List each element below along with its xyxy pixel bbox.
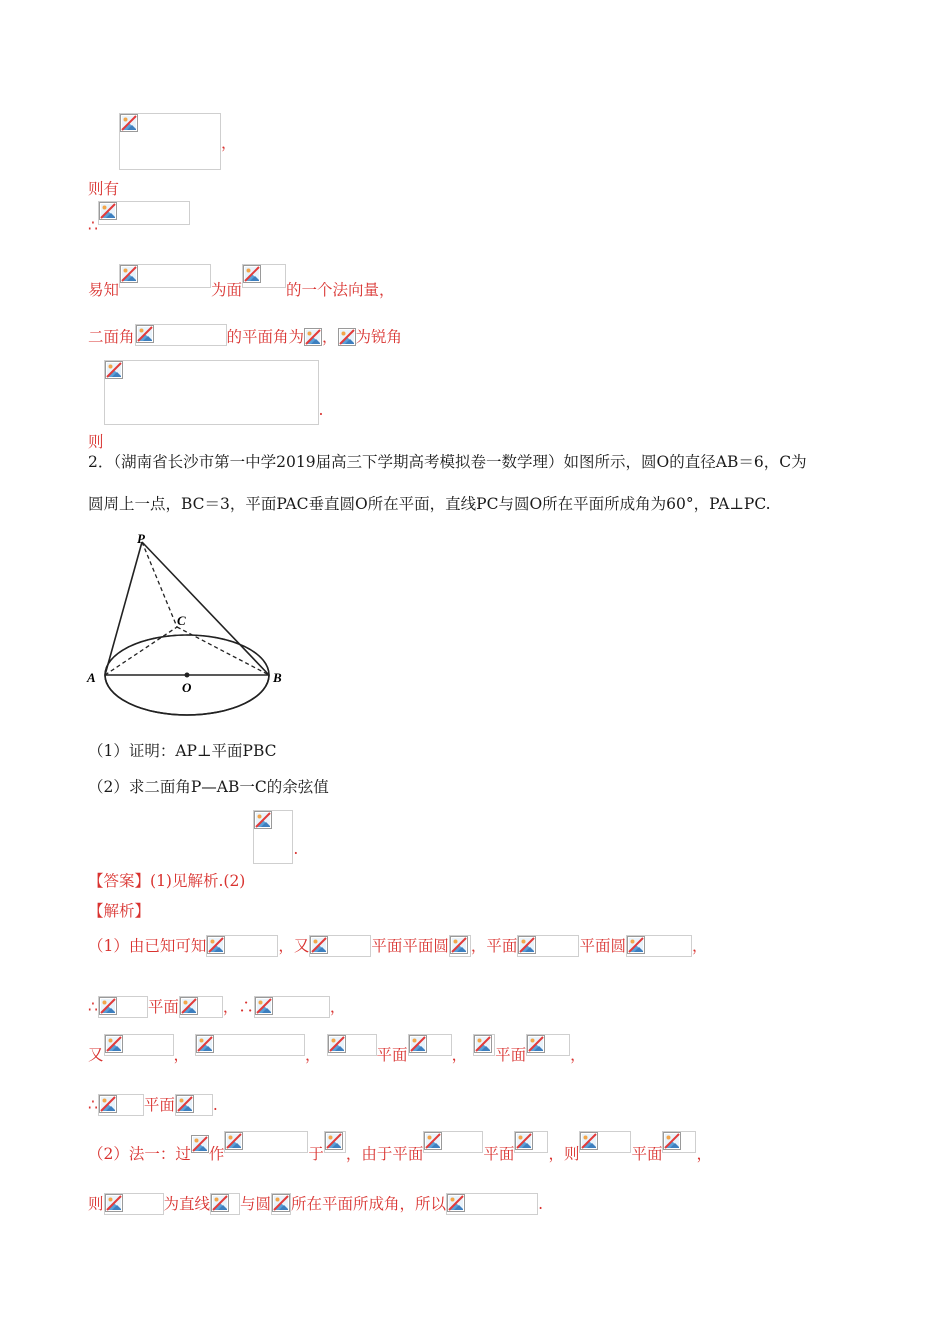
formula-image — [514, 1131, 548, 1153]
image-placeholder-icon — [663, 1132, 681, 1150]
text-period: . — [293, 840, 299, 858]
image-placeholder-icon — [120, 265, 138, 283]
formula-image — [206, 935, 278, 957]
image-placeholder-icon — [99, 202, 117, 220]
analysis-line-3 — [88, 1034, 586, 1064]
text: ∴ — [88, 1096, 98, 1114]
text: ，平面 — [470, 937, 518, 955]
formula-image — [517, 935, 579, 957]
image-placeholder-icon — [450, 936, 468, 954]
circle-back-half — [105, 635, 269, 675]
formula-image — [242, 264, 286, 288]
image-placeholder-icon — [328, 1035, 346, 1053]
formula-image — [408, 1034, 452, 1056]
analysis-label: 【解析】 — [88, 902, 151, 920]
text: 平面 — [376, 1046, 408, 1064]
label-b: B — [273, 670, 282, 685]
problem-2-line-2: 圆周上一点，BC＝3，平面PAC垂直圆O所在平面，直线PC与圆O所在平面所成角为60°，PA⊥PC. — [88, 495, 771, 513]
question-1: （1）证明：AP⊥平面PBC — [88, 742, 277, 760]
image-placeholder-icon — [255, 997, 273, 1015]
label-p: P — [137, 531, 145, 546]
formula-image — [98, 1094, 144, 1116]
image-placeholder-icon — [136, 325, 154, 343]
question-2: （2）求二面角P—AB一C的余弦值 — [88, 778, 329, 796]
image-placeholder-icon — [325, 1132, 343, 1150]
formula-image — [119, 264, 211, 288]
formula-image — [449, 935, 471, 957]
formula-image — [253, 810, 293, 864]
image-placeholder-icon — [424, 1132, 442, 1150]
formula-image — [175, 1094, 213, 1116]
text: 平面 — [147, 998, 179, 1016]
text: ， — [691, 937, 708, 955]
edge-pc — [142, 542, 177, 627]
text: ， — [570, 1046, 586, 1064]
edge-pa — [105, 542, 142, 675]
image-placeholder-icon — [254, 811, 272, 829]
formula-image — [271, 1193, 291, 1215]
text-therefore: ∴ — [88, 217, 98, 235]
text-comma: ， — [221, 134, 237, 152]
text: ， — [329, 998, 346, 1016]
image-placeholder-icon — [191, 1135, 209, 1153]
formula-image — [224, 1131, 308, 1153]
text: （1）由已知可知 — [88, 937, 207, 955]
text: 则 — [88, 1195, 104, 1213]
image-placeholder-icon — [120, 114, 138, 132]
line-dihedral — [88, 324, 402, 346]
text: 为直线 — [163, 1195, 211, 1213]
text: 平面 — [483, 1145, 515, 1163]
edge-pb — [142, 542, 269, 675]
answer-line — [88, 810, 299, 890]
text: 作 — [208, 1145, 225, 1163]
image-placeholder-icon — [272, 1194, 290, 1212]
image-placeholder-icon — [196, 1035, 214, 1053]
image-placeholder-icon — [176, 1095, 194, 1113]
line-then — [88, 360, 324, 451]
image-placeholder-icon — [310, 936, 328, 954]
formula-image — [662, 1131, 696, 1153]
formula-image — [446, 1193, 538, 1215]
text: 平面 — [631, 1145, 663, 1163]
geometry-figure — [82, 530, 292, 725]
text: 平面 — [371, 937, 403, 955]
formula-image — [626, 935, 692, 957]
text-plane-angle: 的平面角为 — [226, 328, 305, 346]
formula-image — [254, 996, 330, 1018]
formula-image — [210, 1193, 240, 1215]
image-placeholder-icon — [105, 1194, 123, 1212]
text: . — [212, 1096, 218, 1114]
problem-2-line-1: 2．（湖南省长沙市第一中学2019届高三下学期高考模拟卷一数学理）如图所示，圆O的直径AB＝6，C为 — [88, 453, 807, 471]
label-c: C — [177, 613, 186, 628]
image-placeholder-icon — [447, 1194, 465, 1212]
formula-image — [98, 996, 148, 1018]
text-is-plane: 为面 — [211, 281, 243, 299]
image-placeholder-icon — [243, 265, 261, 283]
formula-image — [195, 1034, 305, 1056]
text: （2）法一：过 — [88, 1145, 191, 1163]
line-easy-know — [88, 264, 395, 299]
text: ， — [696, 1145, 712, 1163]
text: 又 — [88, 1046, 104, 1064]
text-easy-know: 易知 — [88, 281, 120, 299]
image-placeholder-icon — [99, 1095, 117, 1113]
text-comma: ， — [322, 328, 338, 346]
text: 于 — [308, 1145, 324, 1163]
text: . — [538, 1195, 543, 1213]
formula-image — [135, 324, 227, 346]
image-placeholder-icon — [338, 328, 356, 346]
text-acute: 为锐角 — [355, 328, 403, 346]
text-period: . — [318, 401, 324, 419]
image-placeholder-icon — [99, 997, 117, 1015]
text-then-have: 则有 — [88, 180, 120, 198]
text: 平面 — [143, 1096, 175, 1114]
formula-image — [104, 1034, 174, 1056]
image-placeholder-icon — [627, 936, 645, 954]
analysis-line-6 — [88, 1193, 543, 1215]
answer-text: (1)见解析.(2) — [150, 872, 246, 890]
label-o: O — [182, 680, 192, 695]
formula-image — [473, 1034, 495, 1056]
formula-image — [579, 1131, 631, 1153]
line-therefore — [88, 201, 190, 235]
formula-image — [309, 935, 371, 957]
formula-image — [423, 1131, 483, 1153]
text: 平面圆 — [402, 937, 449, 955]
image-placeholder-icon — [518, 936, 536, 954]
image-placeholder-icon — [180, 997, 198, 1015]
image-placeholder-icon — [105, 361, 123, 379]
formula-image — [179, 996, 223, 1018]
image-placeholder-icon — [304, 328, 322, 346]
image-placeholder-icon — [580, 1132, 598, 1150]
image-placeholder-icon — [409, 1035, 427, 1053]
image-placeholder-icon — [207, 936, 225, 954]
text: 平面圆 — [579, 937, 626, 955]
formula-image — [119, 113, 221, 170]
text: ， — [173, 1046, 190, 1064]
text: ∴ — [88, 998, 98, 1016]
text-then: 则 — [88, 433, 104, 451]
edge-bc — [177, 627, 269, 675]
text-dihedral: 二面角 — [88, 328, 135, 346]
image-placeholder-icon — [515, 1132, 533, 1150]
text: ，∴ — [222, 998, 254, 1016]
analysis-line-4 — [88, 1094, 218, 1116]
analysis-line-2 — [88, 996, 345, 1018]
label-a: A — [87, 670, 96, 685]
formula-image — [104, 360, 319, 425]
image-placeholder-icon — [527, 1035, 545, 1053]
analysis-line-5 — [88, 1131, 712, 1163]
formula-image — [327, 1034, 377, 1056]
image-placeholder-icon — [211, 1194, 229, 1212]
image-placeholder-icon — [105, 1035, 123, 1053]
formula-image — [104, 1193, 164, 1215]
line-then-have — [88, 113, 237, 198]
text: ， — [451, 1046, 468, 1064]
text-normal-vector: 的一个法向量， — [286, 281, 395, 299]
image-placeholder-icon — [474, 1035, 492, 1053]
analysis-line-1 — [88, 935, 707, 957]
text: ，又 — [278, 937, 310, 955]
text: ， — [305, 1046, 321, 1064]
center-o-dot — [185, 673, 190, 678]
formula-image — [324, 1131, 346, 1153]
image-placeholder-icon — [225, 1132, 243, 1150]
text: ，由于平面 — [345, 1145, 424, 1163]
formula-image — [526, 1034, 570, 1056]
text: 与圆 — [240, 1195, 272, 1213]
text: ，则 — [548, 1145, 580, 1163]
text: 平面 — [495, 1046, 527, 1064]
text: 所在平面所成角，所以 — [291, 1195, 447, 1213]
formula-image — [98, 201, 190, 225]
answer-label: 【答案】 — [88, 872, 151, 890]
